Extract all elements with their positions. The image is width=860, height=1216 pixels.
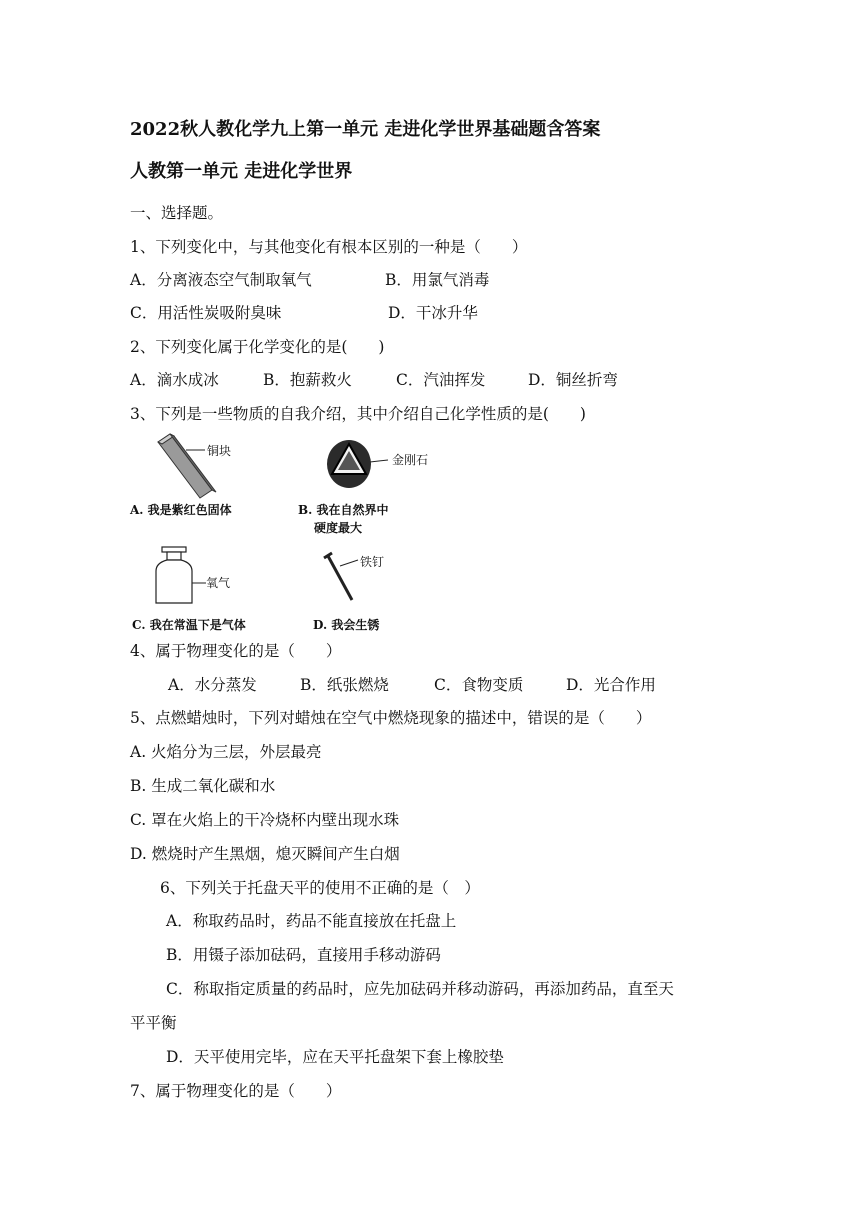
caption-b-line2: 硬度最大 <box>314 521 363 535</box>
q6-stem: 6、下列关于托盘天平的使用不正确的是（ ） <box>160 879 480 897</box>
copper-block-label: 铜块 <box>207 444 232 458</box>
q4-stem: 4、属于物理变化的是（ ） <box>130 642 342 660</box>
q4-option-a: A．水分蒸发 <box>168 676 257 694</box>
q6-option-c-line2: 平平衡 <box>130 1014 177 1032</box>
q5-option-c: C. 罩在火焰上的干冷烧杯内壁出现水珠 <box>130 811 400 829</box>
section-heading: 一、选择题。 <box>130 204 224 222</box>
q7-stem: 7、属于物理变化的是（ ） <box>130 1082 342 1100</box>
q4-option-c: C．食物变质 <box>434 676 524 694</box>
caption-d: D. 我会生锈 <box>313 618 380 632</box>
caption-a: A. 我是紫红色固体 <box>130 503 232 517</box>
iron-nail-label: 铁钉 <box>360 555 385 569</box>
q5-option-d: D. 燃烧时产生黑烟，熄灭瞬间产生白烟 <box>130 845 400 863</box>
q3-stem: 3、下列是一些物质的自我介绍，其中介绍自己化学性质的是( ) <box>130 405 586 423</box>
chapter-title: 人教第一单元 走进化学世界 <box>130 161 353 182</box>
q2-option-d: D．铜丝折弯 <box>528 371 618 389</box>
q4-option-d: D．光合作用 <box>566 676 656 694</box>
q1-option-b: B．用氯气消毒 <box>385 271 490 289</box>
diamond-image <box>322 436 392 494</box>
q1-stem: 1、下列变化中，与其他变化有根本区别的一种是（ ） <box>130 238 528 256</box>
q5-option-b: B. 生成二氧化碳和水 <box>130 777 276 795</box>
q2-option-b: B．抱薪救火 <box>263 371 352 389</box>
q1-option-c: C．用活性炭吸附臭味 <box>130 304 282 322</box>
caption-b-line1: B. 我在自然界中 <box>298 503 389 517</box>
q6-option-c-line1: C．称取指定质量的药品时，应先加砝码并移动游码，再添加药品，直至天 <box>166 980 674 998</box>
q6-option-d: D．天平使用完毕，应在天平托盘架下套上橡胶垫 <box>166 1048 504 1066</box>
q2-option-c: C．汽油挥发 <box>396 371 486 389</box>
q2-stem: 2、下列变化属于化学变化的是( ) <box>130 338 385 356</box>
caption-c: C. 我在常温下是气体 <box>132 618 246 632</box>
q1-option-a: A．分离液态空气制取氧气 <box>130 271 312 289</box>
q4-option-b: B．纸张燃烧 <box>300 676 389 694</box>
q1-option-d: D．干冰升华 <box>388 304 478 322</box>
q5-stem: 5、点燃蜡烛时，下列对蜡烛在空气中燃烧现象的描述中，错误的是（ ） <box>130 709 652 727</box>
oxygen-label: 氧气 <box>206 576 231 590</box>
q2-options <box>130 370 618 390</box>
oxygen-bottle-image <box>148 543 208 609</box>
q6-option-a: A．称取药品时，药品不能直接放在托盘上 <box>166 912 457 930</box>
iron-nail-image <box>322 548 362 606</box>
q2-option-a: A．滴水成冰 <box>130 371 219 389</box>
q6-option-b: B．用镊子添加砝码，直接用手移动游码 <box>166 946 441 964</box>
document-title: 2022秋人教化学九上第一单元 走进化学世界基础题含答案 <box>130 119 601 140</box>
copper-block-image <box>150 430 250 502</box>
diamond-label: 金刚石 <box>392 453 429 467</box>
q1-options-row1 <box>130 270 489 290</box>
q1-options-row2 <box>130 303 478 323</box>
q4-options <box>168 675 656 695</box>
q5-option-a: A. 火焰分为三层，外层最亮 <box>130 743 322 761</box>
